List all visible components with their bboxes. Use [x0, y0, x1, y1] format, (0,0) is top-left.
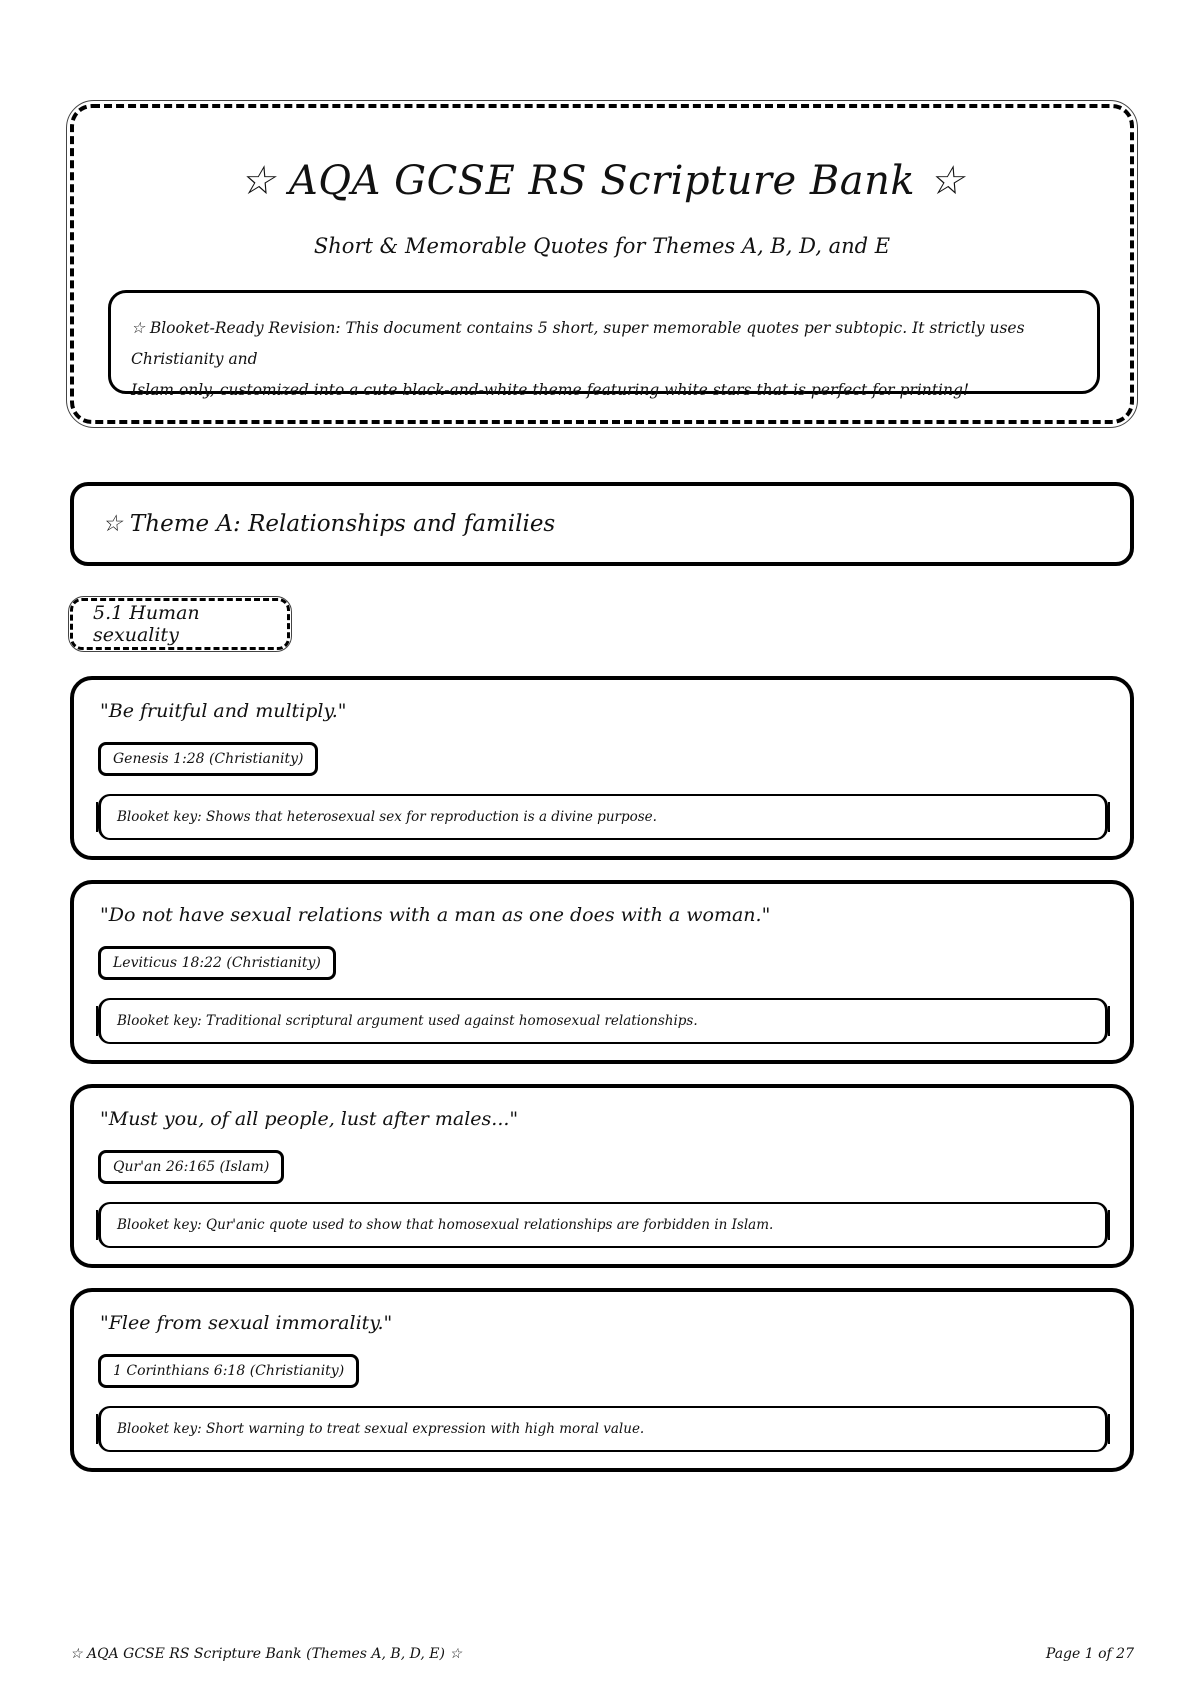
- quote-card: [70, 880, 1134, 1064]
- document-subtitle: Short & Memorable Quotes for Themes A, B, D, and E: [313, 234, 891, 258]
- quote-text: "Do not have sexual relations with a man as one does with a woman.": [100, 904, 771, 926]
- quote-reference: 1 Corinthians 6:18 (Christianity): [98, 1354, 359, 1388]
- title-banner: [70, 104, 1134, 424]
- blooket-key: Blooket key: Shows that heterosexual sex for reproduction is a divine purpose.: [98, 794, 1108, 840]
- document-title: ☆ AQA GCSE RS Scripture Bank ☆: [239, 158, 965, 204]
- quote-card: [70, 1288, 1134, 1472]
- quote-text: "Be fruitful and multiply.": [100, 700, 347, 722]
- quote-reference: Leviticus 18:22 (Christianity): [98, 946, 336, 980]
- subtopic-heading: [70, 598, 290, 650]
- blooket-key: Blooket key: Traditional scriptural argument used against homosexual relationships.: [98, 998, 1108, 1044]
- blooket-key: Blooket key: Short warning to treat sexual expression with high moral value.: [98, 1406, 1108, 1452]
- quote-text: "Flee from sexual immorality.": [100, 1312, 393, 1334]
- quote-reference: Genesis 1:28 (Christianity): [98, 742, 318, 776]
- intro-line-2: Islam only, customized into a cute black-and-white theme featuring white stars that is perfect for printing!: [131, 381, 970, 399]
- intro-note: [108, 290, 1100, 399]
- footer-title: ☆ AQA GCSE RS Scripture Bank (Themes A, B, D, E) ☆: [70, 1646, 462, 1662]
- quote-card: [70, 676, 1134, 860]
- theme-heading: ☆ Theme A: Relationships and families: [70, 482, 1134, 566]
- quote-text: "Must you, of all people, lust after males...": [100, 1108, 519, 1130]
- subtopic-title: 5.1 Human sexuality: [93, 602, 200, 646]
- quote-reference: Qur'an 26:165 (Islam): [98, 1150, 284, 1184]
- intro-line-1: ☆ Blooket-Ready Revision: This document contains 5 short, super memorable quotes per subtopic. It strictly uses Christianity and: [131, 319, 1025, 368]
- blooket-key: Blooket key: Qur'anic quote used to show that homosexual relationships are forbidden in Islam.: [98, 1202, 1108, 1248]
- quote-card: [70, 1084, 1134, 1268]
- page-number: Page 1 of 27: [1045, 1646, 1134, 1662]
